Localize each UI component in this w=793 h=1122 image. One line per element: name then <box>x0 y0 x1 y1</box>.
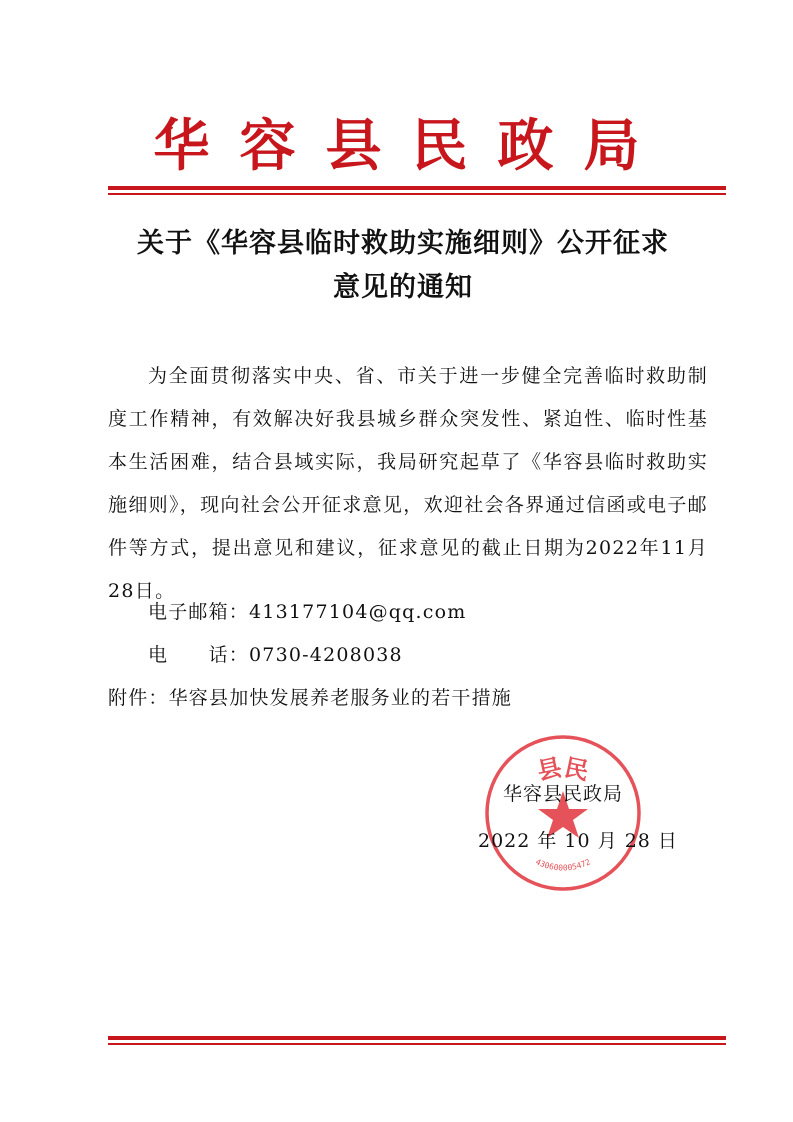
attachment-label: 附件： <box>108 687 169 709</box>
phone-label: 电 话： <box>148 644 250 666</box>
signature-date: 2022 年 10 月 28 日 <box>478 830 678 852</box>
attachment-line <box>108 683 512 713</box>
org-letterhead: 华容县民政局 <box>153 113 670 179</box>
email-label: 电子邮箱： <box>148 601 250 623</box>
document-title-line2: 意见的通知 <box>333 272 473 303</box>
svg-text:430600005472 <box>534 857 592 872</box>
signature-org: 华容县民政局 <box>503 783 624 805</box>
document-title <box>108 222 698 310</box>
footer-rule-thick <box>108 1036 726 1040</box>
body-paragraph: 为全面贯彻落实中央、省、市关于进一步健全完善临时救助制度工作精神，有效解决好我县城乡群众突发性、紧迫性、临时性基本生活困难，结合县域实际，我局研究起草了《华容县临时救助实施细则》，现向社会公开征求意见，欢迎社会各界通过信函或电子邮件等方式，提出意见和建议，征求意见的截止日期为2022年11月28日。 <box>108 365 708 602</box>
attachment-value: 华容县加快发展养老服务业的若干措施 <box>168 687 513 709</box>
document-title-line1: 关于《华容县临时救助实施细则》公开征求 <box>137 228 669 259</box>
phone-line <box>148 640 403 670</box>
footer-rule-thin <box>108 1043 726 1045</box>
official-seal-icon <box>483 733 643 893</box>
letterhead-rule-thin <box>108 193 726 195</box>
phone-value: 0730-4208038 <box>249 644 403 666</box>
seal-number: 430600005472 <box>534 857 592 873</box>
letterhead-rule-thick <box>108 186 726 190</box>
email-line <box>148 597 466 627</box>
seal-text-top: 县民 <box>534 753 592 786</box>
email-value: 413177104@qq.com <box>249 601 467 623</box>
